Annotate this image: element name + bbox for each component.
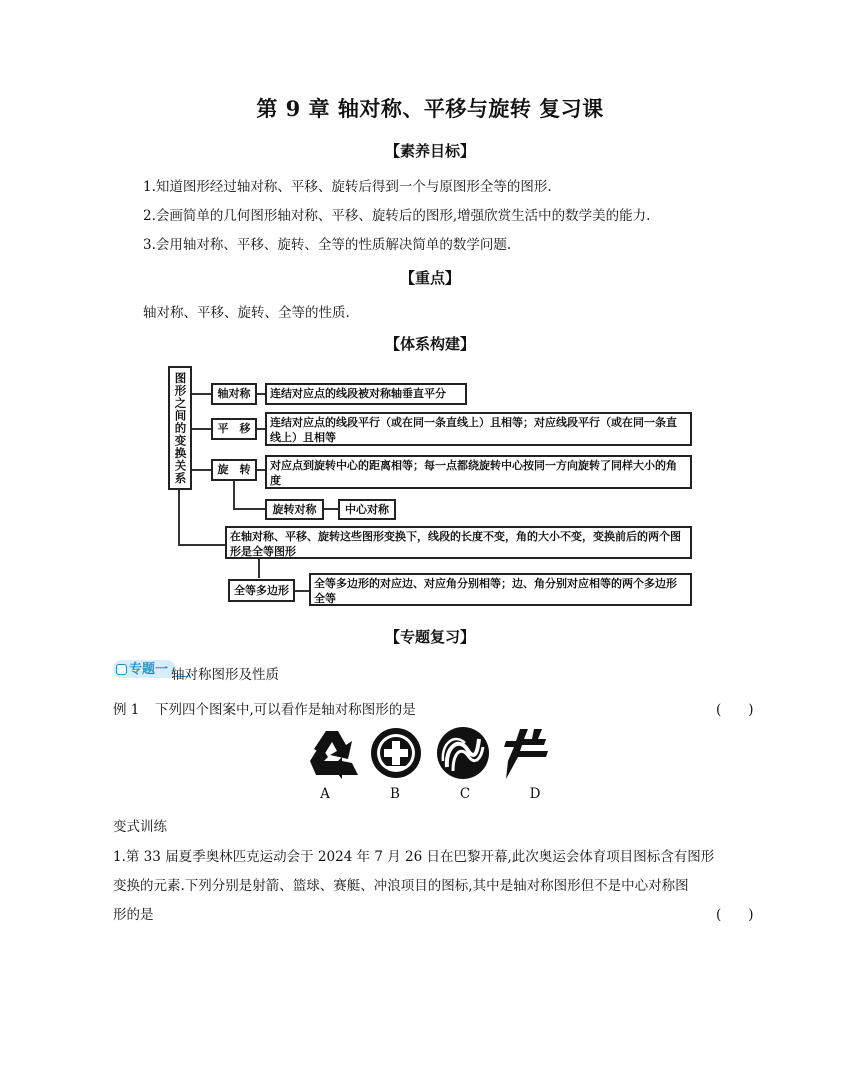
connector-line bbox=[190, 469, 212, 471]
connector-line bbox=[233, 480, 235, 509]
connector-line bbox=[190, 393, 212, 395]
rotation-label: 旋 转 bbox=[211, 459, 257, 481]
goals-heading: 【素养目标】 bbox=[384, 142, 475, 160]
connector-line bbox=[258, 557, 260, 578]
question-1-answer-paren: ( ) bbox=[716, 907, 754, 923]
recycle-icon bbox=[310, 731, 358, 779]
option-d-label: D bbox=[529, 786, 541, 802]
example-question: 下列四个图案中,可以看作是轴对称图形的是 bbox=[155, 702, 416, 718]
question-1-line-3: 形的是 bbox=[113, 907, 154, 923]
option-a-label: A bbox=[320, 786, 330, 802]
example-label: 例 1 bbox=[113, 702, 140, 718]
question-1-line-2: 变换的元素.下列分别是射箭、篮球、赛艇、冲浪项目的图标,其中是轴对称图形但不是中心对称图 bbox=[113, 878, 689, 894]
central-symmetry-box: 中心对称 bbox=[338, 499, 396, 520]
key-points-heading: 【重点】 bbox=[399, 269, 460, 287]
practice-heading: 变式训练 bbox=[113, 819, 167, 835]
stylized-mark-icon bbox=[504, 729, 548, 779]
connector-line bbox=[323, 508, 339, 510]
answer-paren: ( ) bbox=[716, 702, 754, 718]
congruence-desc: 在轴对称、平移、旋转这些图形变换下，线段的长度不变，角的大小不变，变换前后的两个图形是全等图形 bbox=[225, 526, 692, 559]
question-1-line-1: 1.第 33 届夏季奥林匹克运动会于 2024 年 7 月 26 日在巴黎开幕,此次奥运会体育项目图标含有图形 bbox=[113, 849, 715, 865]
topic-badge-label: 专题一 bbox=[113, 660, 176, 678]
connector-line bbox=[233, 508, 266, 510]
option-b-label: B bbox=[390, 786, 400, 802]
translation-desc: 连结对应点的线段平行（或在同一条直线上）且相等；对应线段平行（或在同一条直线上）且相等 bbox=[265, 412, 692, 446]
review-heading: 【专题复习】 bbox=[384, 628, 475, 646]
topic-title: 轴对称图形及性质 bbox=[171, 667, 279, 683]
key-points-text: 轴对称、平移、旋转、全等的性质. bbox=[143, 305, 350, 321]
connector-line bbox=[178, 544, 226, 546]
rotational-symmetry-box: 旋转对称 bbox=[265, 499, 324, 520]
axis-symmetry-desc: 连结对应点的线段被对称轴垂直平分 bbox=[265, 383, 467, 405]
red-cross-emblem-icon bbox=[371, 728, 421, 778]
system-heading: 【体系构建】 bbox=[384, 335, 475, 353]
connector-line bbox=[190, 428, 212, 430]
translation-label: 平 移 bbox=[211, 418, 257, 440]
goal-item-2: 2.会画简单的几何图形轴对称、平移、旋转后的图形,增强欣赏生活中的数学美的能力. bbox=[143, 208, 651, 224]
goal-item-3: 3.会用轴对称、平移、旋转、全等的性质解决简单的数学问题. bbox=[143, 237, 512, 253]
axis-symmetry-label: 轴对称 bbox=[211, 383, 257, 405]
option-c-label: C bbox=[459, 786, 471, 802]
example-options-icons bbox=[300, 725, 560, 781]
congruent-polygon-desc: 全等多边形的对应边、对应角分别相等；边、角分别对应相等的两个多边形全等 bbox=[309, 573, 692, 606]
root-box: 图形之间的变换关系 bbox=[168, 366, 192, 490]
connector-line bbox=[294, 590, 310, 592]
page-title: 第 9 章 轴对称、平移与旋转 复习课 bbox=[256, 96, 604, 121]
rotation-desc: 对应点到旋转中心的距离相等；每一点都绕旋转中心按同一方向旋转了同样大小的角度 bbox=[265, 455, 692, 489]
goal-item-1: 1.知道图形经过轴对称、平移、旋转后得到一个与原图形全等的图形. bbox=[143, 179, 552, 195]
swirl-circle-icon bbox=[437, 727, 489, 779]
connector-line bbox=[178, 489, 180, 545]
congruent-polygon-label: 全等多边形 bbox=[228, 579, 295, 602]
